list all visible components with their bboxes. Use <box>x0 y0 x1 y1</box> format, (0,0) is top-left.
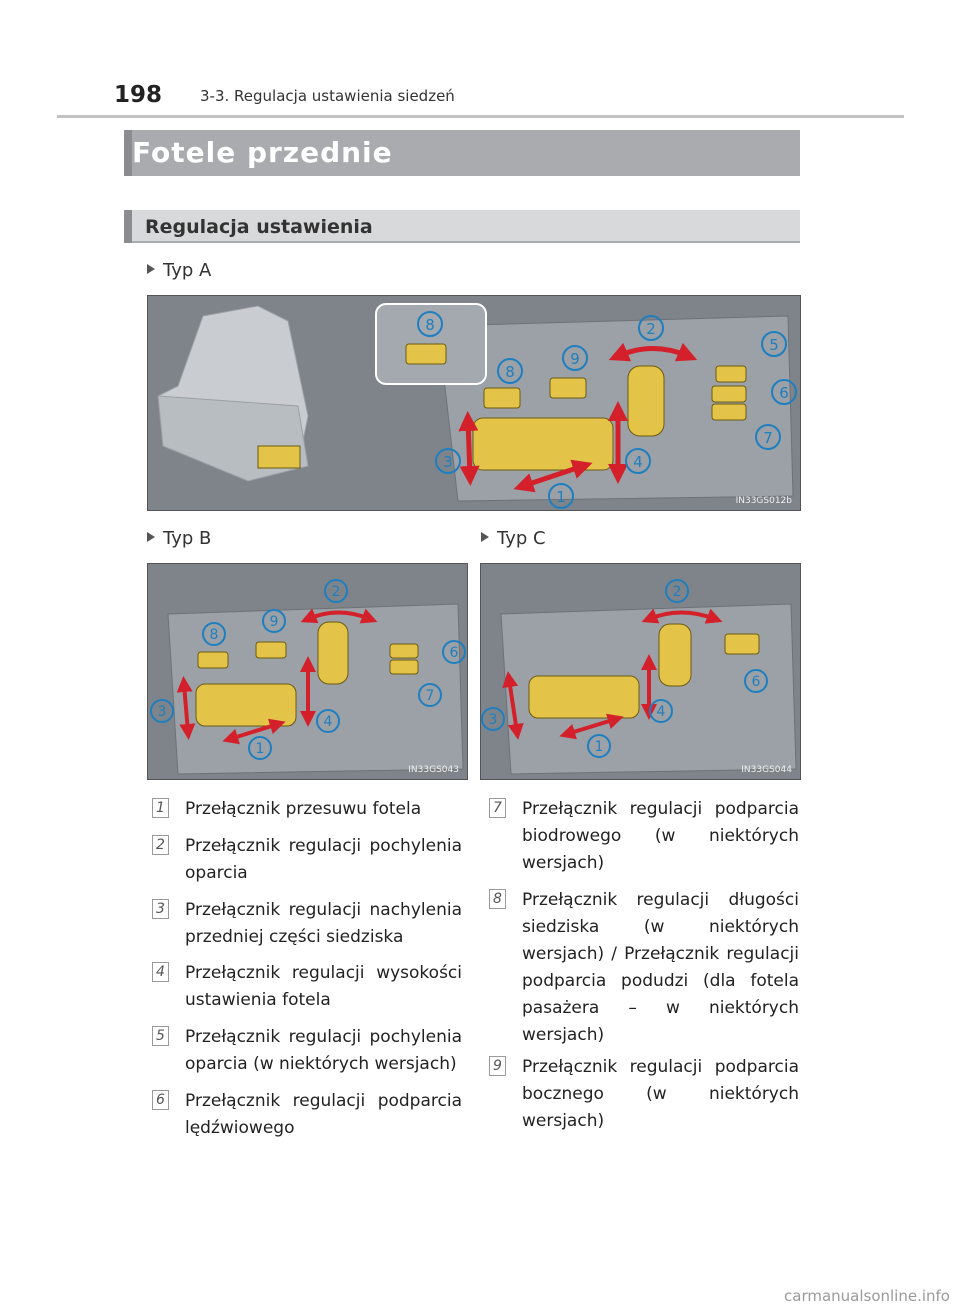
figure-code-a: IN33GS012b <box>735 496 792 506</box>
item-number: 3 <box>152 899 169 919</box>
item-number: 7 <box>489 798 506 818</box>
type-b-label: Typ B <box>147 528 211 549</box>
svg-text:3: 3 <box>157 704 167 720</box>
svg-text:6: 6 <box>751 674 761 690</box>
item-number: 4 <box>152 962 169 982</box>
svg-text:2: 2 <box>331 584 341 600</box>
svg-text:3: 3 <box>488 712 498 728</box>
list-item <box>152 960 462 1014</box>
svg-text:1: 1 <box>594 739 604 755</box>
header-rule <box>57 115 904 118</box>
svg-text:7: 7 <box>763 429 773 447</box>
item-number: 6 <box>152 1090 169 1110</box>
svg-text:8: 8 <box>209 627 219 643</box>
triangle-bullet-icon <box>147 264 155 274</box>
item-text: Przełącznik regulacji pochylenia oparcia <box>185 836 462 883</box>
svg-text:3: 3 <box>443 453 453 471</box>
svg-text:1: 1 <box>556 488 566 506</box>
seat-controls-illustration-a <box>148 296 801 511</box>
item-text: Przełącznik regulacji podparcia lędźwiowego <box>185 1091 462 1138</box>
item-text: Przełącznik regulacji podparcia biodrowego (w niektórych wersjach) <box>522 799 799 873</box>
svg-text:4: 4 <box>656 704 666 720</box>
title-accent <box>124 130 132 176</box>
figure-type-c <box>480 563 801 780</box>
triangle-bullet-icon <box>481 532 489 542</box>
list-item <box>489 796 799 877</box>
svg-text:4: 4 <box>633 453 643 471</box>
figure-type-b <box>147 563 468 780</box>
list-item <box>152 1024 462 1078</box>
list-item <box>152 897 462 951</box>
svg-text:2: 2 <box>672 584 682 600</box>
item-text: Przełącznik regulacji nachylenia przedniej części siedziska <box>185 900 462 947</box>
page-number: 198 <box>114 82 163 108</box>
svg-text:9: 9 <box>269 614 279 630</box>
svg-text:8: 8 <box>425 316 435 334</box>
svg-text:4: 4 <box>323 714 333 730</box>
svg-text:6: 6 <box>779 384 789 402</box>
item-number: 1 <box>152 798 169 818</box>
type-a-label: Typ A <box>147 260 211 281</box>
figure-code-c: IN33GS044 <box>741 765 792 775</box>
type-c-label: Typ C <box>481 528 546 549</box>
subtitle-accent <box>124 210 132 243</box>
svg-text:8: 8 <box>505 363 515 381</box>
list-item <box>152 1088 462 1142</box>
item-text: Przełącznik regulacji podparcia bocznego (w niektórych wersjach) <box>522 1057 799 1131</box>
item-text: Przełącznik regulacji pochylenia oparcia (w niektórych wersjach) <box>185 1027 462 1074</box>
item-text: Przełącznik przesuwu fotela <box>185 799 422 819</box>
figure-code-b: IN33GS043 <box>408 765 459 775</box>
figure-type-a <box>147 295 801 511</box>
item-number: 9 <box>489 1056 506 1076</box>
running-header: 3-3. Regulacja ustawienia siedzeń <box>200 87 455 105</box>
triangle-bullet-icon <box>147 532 155 542</box>
svg-text:5: 5 <box>769 336 779 354</box>
list-item <box>152 833 462 887</box>
list-item <box>152 796 462 823</box>
svg-text:6: 6 <box>449 645 459 661</box>
seat-controls-illustration-c <box>481 564 801 780</box>
item-number: 2 <box>152 835 169 855</box>
item-number: 8 <box>489 889 506 909</box>
svg-text:1: 1 <box>255 741 265 757</box>
section-subtitle: Regulacja ustawienia <box>145 216 373 238</box>
seat-controls-illustration-b <box>148 564 468 780</box>
svg-text:7: 7 <box>425 688 435 704</box>
list-item <box>489 1054 799 1135</box>
item-text: Przełącznik regulacji wysokości ustawienia fotela <box>185 963 462 1010</box>
item-text: Przełącznik regulacji długości siedziska (w niektórych wersjach) / Przełącznik regulacji podparcia podudzi (dla fotela pasażera – w niektórych wersjach) <box>522 890 799 1045</box>
item-number: 5 <box>152 1026 169 1046</box>
list-item <box>489 887 799 1049</box>
watermark: carmanualsonline.info <box>784 1287 950 1305</box>
svg-text:9: 9 <box>570 350 580 368</box>
page-title: Fotele przednie <box>132 136 393 169</box>
svg-text:2: 2 <box>646 320 656 338</box>
